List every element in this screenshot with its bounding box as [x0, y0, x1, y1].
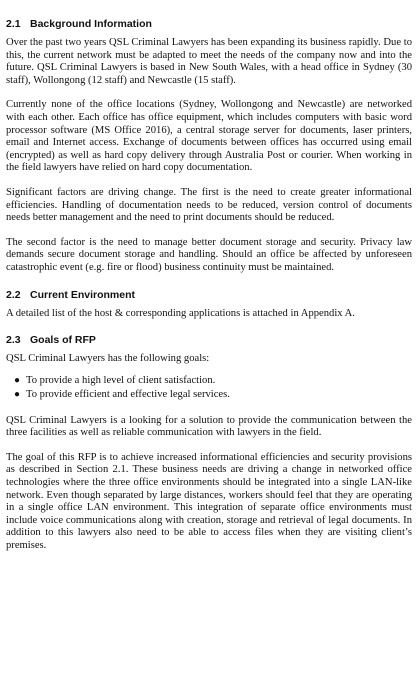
heading-goals-of-rfp: [6, 334, 412, 347]
list-item: [14, 374, 412, 389]
heading-background-information: [6, 18, 412, 31]
section-title: Current Environment: [30, 288, 136, 301]
bullet-icon: ●: [14, 389, 21, 401]
section-number: 2.3: [6, 334, 21, 347]
paragraph: Significant factors are driving change. The first is the need to create greater informational efficiencies. Handling of documentation needs to be reduced, version control of documents needs better management and the need to print documents should be reduced.: [6, 186, 412, 224]
list-item-text: To provide efficient and effective legal services.: [26, 389, 230, 401]
heading-current-environment: [6, 289, 412, 302]
paragraph: The goal of this RFP is to achieve increased informational efficiencies and security provisions as described in Section 2.1. These business needs are driving a change in networked office technologies where the three office environments should be integrated into a single LAN-like network. Even though separated by large distances, workers should feel that they are operating in a single office LAN environment. This integration of separate office environments must include voice communications along with creation, storage and retrieval of legal documents. In addition to this lawyers also need to be able to access files when they are visiting client’s premises.: [6, 451, 412, 552]
bullet-icon: ●: [14, 374, 21, 386]
section-title: Goals of RFP: [30, 334, 96, 347]
paragraph: QSL Criminal Lawyers has the following goals:: [6, 353, 210, 365]
section-title: Background Information: [30, 18, 152, 30]
paragraph: The second factor is the need to manage better document storage and security. Privacy law demands secure document storage and handling. Should an office be affected by unforeseen catastrophic event (e.g. fire or flood) business continuity must be maintained.: [6, 236, 412, 273]
goals-list: [6, 374, 412, 403]
paragraph: Currently none of the office locations (Sydney, Wollongong and Newcastle) are networked with each other. Each office has office equipment, which includes computers with basic word processor software (MS Office 2016), a central storage server for documents, laser printers, email and Internet access. Exchange of documents between offices has occurred using email (encrypted) as well as hard copy delivery through Australia Post or courier. When working in the field lawyers have relied on hard copy documentation.: [6, 99, 412, 174]
list-item-text: To provide a high level of client satisfaction.: [26, 374, 216, 386]
section-number: 2.2: [6, 288, 21, 301]
section-number: 2.1: [6, 18, 21, 30]
paragraph: A detailed list of the host & corresponding applications is attached in Appendix A.: [6, 307, 355, 319]
list-item: [14, 388, 412, 403]
paragraph: QSL Criminal Lawyers is a looking for a solution to provide the communication between the three facilities as well as reliable communication with lawyers in the field.: [6, 414, 412, 439]
paragraph: Over the past two years QSL Criminal Lawyers has been expanding its business rapidly. Due to this, the current network must be adapted to meet the needs of the company now and into the future. QSL Criminal Lawyers is based in New South Wales, with a head office in Sydney (30 staff), Wollongong (12 staff) and Newcastle (15 staff).: [6, 37, 412, 86]
